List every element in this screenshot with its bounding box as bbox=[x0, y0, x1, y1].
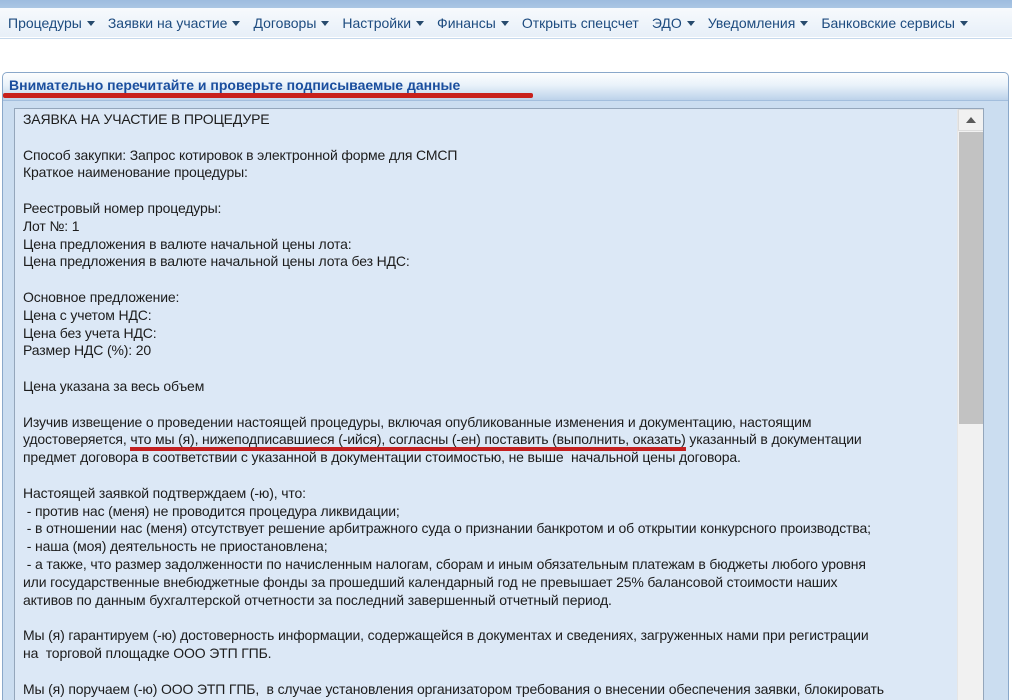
document-line bbox=[23, 378, 957, 396]
document-line bbox=[23, 360, 957, 378]
chevron-down-icon bbox=[800, 21, 808, 26]
document-line bbox=[23, 681, 957, 699]
document-line bbox=[23, 431, 957, 449]
chevron-down-icon bbox=[416, 21, 424, 26]
menu-item-edo[interactable] bbox=[652, 15, 695, 31]
document-viewer[interactable] bbox=[14, 108, 984, 700]
scrollbar-up-button[interactable] bbox=[958, 109, 984, 131]
menu-item-label: Открыть спецсчет bbox=[521, 14, 639, 31]
document-text-segment: Размер НДС (%): 20 bbox=[23, 342, 152, 359]
scrollbar[interactable] bbox=[957, 109, 983, 700]
chevron-down-icon bbox=[501, 21, 509, 26]
document-text-segment: Реестровый номер процедуры: bbox=[23, 199, 222, 216]
document-line bbox=[23, 538, 957, 556]
document-line bbox=[23, 520, 957, 538]
chevron-down-icon bbox=[87, 21, 95, 26]
chevron-down-icon bbox=[960, 21, 968, 26]
panel-title: Внимательно перечитайте и проверьте подписываемые данные bbox=[9, 77, 461, 93]
chevron-down-icon bbox=[321, 21, 329, 26]
document-line bbox=[23, 396, 957, 414]
document-text-segment: - в отношении нас (меня) отсутствует решение арбитражного суда о признании банкротом и об открытии конкурсного производства; bbox=[23, 520, 871, 537]
main-menu bbox=[0, 8, 1012, 37]
document-line bbox=[23, 182, 957, 200]
document-line bbox=[23, 627, 957, 645]
document-text-segment: Цена с учетом НДС: bbox=[23, 306, 152, 323]
menu-item-label: Настройки bbox=[342, 14, 412, 31]
document-line bbox=[23, 663, 957, 681]
document-text-segment: Основное предложение: bbox=[23, 288, 180, 305]
document-text-segment: Способ закупки: Запрос котировок в электронной форме для СМСП bbox=[23, 146, 458, 163]
menu-item-label: Процедуры bbox=[8, 14, 82, 31]
red-underlined-text: что мы (я), нижеподписавшиеся (-ийся), согласны (-ен) поставить (выполнить, оказать) bbox=[130, 431, 685, 451]
menu-item-label: Банковские сервисы bbox=[821, 14, 955, 31]
menu-item-finance[interactable] bbox=[437, 15, 509, 31]
document-line bbox=[23, 236, 957, 254]
chevron-down-icon bbox=[687, 21, 695, 26]
document-text-segment: или государственные внебюджетные фонды за прошедший календарный год не превышает 25% балансовой стоимости наших bbox=[23, 573, 838, 590]
sign-data-panel bbox=[2, 72, 1009, 700]
document-line bbox=[23, 289, 957, 307]
document-line bbox=[23, 164, 957, 182]
document-line bbox=[23, 147, 957, 165]
document-text-segment: - против нас (меня) не проводится процедура ликвидации; bbox=[23, 502, 400, 519]
menu-item-label: Договоры bbox=[253, 14, 317, 31]
menu-item-contracts[interactable] bbox=[253, 15, 329, 31]
document-text-segment: Цена без учета НДС: bbox=[23, 324, 157, 341]
document-text-segment: ЗАЯВКА НА УЧАСТИЕ В ПРОЦЕДУРЕ bbox=[23, 111, 270, 127]
document-line bbox=[23, 467, 957, 485]
document-line bbox=[23, 129, 957, 147]
menu-item-label: ЭДО bbox=[651, 14, 682, 31]
document-text-segment: Настоящей заявкой подтверждаем (-ю), что: bbox=[23, 484, 306, 501]
document-line bbox=[23, 111, 957, 129]
document-text bbox=[15, 109, 957, 700]
menu-item-open-special-account[interactable] bbox=[522, 15, 639, 31]
document-line bbox=[23, 307, 957, 325]
document-line bbox=[23, 271, 957, 289]
menu-item-label: Заявки на участие bbox=[107, 14, 228, 31]
document-text-segment: указанный в документации bbox=[685, 431, 862, 448]
document-line bbox=[23, 485, 957, 503]
document-text-segment: Изучив извещение о проведении настоящей процедуры, включая опубликованные изменения и документацию, настоящим bbox=[23, 413, 812, 430]
document-text-segment: Цена предложения в валюте начальной цены лота без НДС: bbox=[23, 253, 410, 270]
red-underline-marker bbox=[3, 93, 533, 98]
menu-item-bank-services[interactable] bbox=[821, 15, 968, 31]
document-text-segment: Лот №: 1 bbox=[23, 217, 80, 234]
document-line bbox=[23, 574, 957, 592]
document-line bbox=[23, 449, 957, 467]
document-text-segment: - а также, что размер задолженности по начисленным налогам, сборам и иным обязательным платежам в бюджеты любого уровня bbox=[23, 555, 866, 572]
menu-item-notifications[interactable] bbox=[708, 15, 809, 31]
panel-header bbox=[3, 73, 1008, 101]
document-text-segment: Краткое наименование процедуры: bbox=[23, 164, 248, 181]
document-line bbox=[23, 325, 957, 343]
document-line bbox=[23, 200, 957, 218]
document-line bbox=[23, 645, 957, 663]
menu-item-label: Финансы bbox=[437, 14, 496, 31]
document-line bbox=[23, 609, 957, 627]
document-line bbox=[23, 556, 957, 574]
scrollbar-thumb[interactable] bbox=[959, 132, 983, 424]
menu-item-label: Уведомления bbox=[707, 14, 796, 31]
document-text-segment: предмет договора в соответствии с указанной в документации стоимостью, не выше начальной цены договора. bbox=[23, 449, 741, 466]
document-text-segment: Цена указана за весь объем bbox=[23, 377, 205, 394]
menu-item-procedures[interactable] bbox=[8, 15, 95, 31]
top-strip bbox=[0, 0, 1012, 8]
document-text-segment: Мы (я) поручаем (-ю) ООО ЭТП ГПБ, в случае установления организатором требования о внесении обеспечения заявки, блокировать bbox=[23, 680, 884, 697]
document-line bbox=[23, 414, 957, 432]
document-text-segment: удостоверяется, bbox=[23, 431, 131, 448]
menu-item-participation-bids[interactable] bbox=[108, 15, 241, 31]
document-text-segment: - наша (моя) деятельность не приостановлена; bbox=[23, 538, 328, 555]
document-line bbox=[23, 253, 957, 271]
triangle-up-icon bbox=[966, 117, 976, 123]
document-text-segment: Мы (я) гарантируем (-ю) достоверность информации, содержащейся в документах и сведениях, загруженных нами при регистрации bbox=[23, 627, 869, 644]
document-text-segment: Цена предложения в валюте начальной цены лота: bbox=[23, 235, 352, 252]
document-line bbox=[23, 342, 957, 360]
menu-item-settings[interactable] bbox=[342, 15, 424, 31]
document-line bbox=[23, 218, 957, 236]
chevron-down-icon bbox=[232, 21, 240, 26]
document-line bbox=[23, 592, 957, 610]
document-text-segment: на торговой площадке ООО ЭТП ГПБ. bbox=[23, 644, 272, 661]
document-line bbox=[23, 503, 957, 521]
document-text-segment: активов по данным бухгалтерской отчетности за последний завершенный отчетный период. bbox=[23, 591, 612, 608]
